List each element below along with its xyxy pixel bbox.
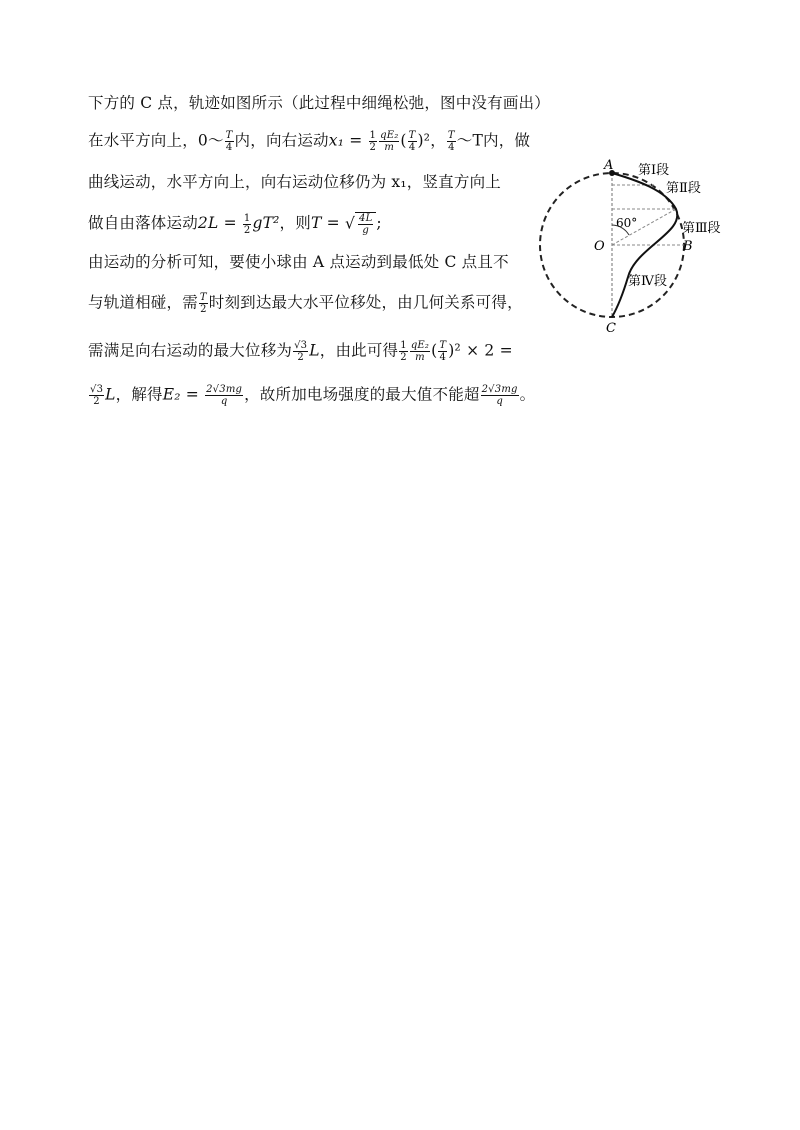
fraction-one-half: $\frac{1}{2}$: [369, 130, 377, 153]
fraction-one-half: $\frac{1}{2}$: [400, 340, 407, 363]
fraction-sqrt3-over-2: $\frac{√3}{2}$: [294, 340, 308, 363]
label-O: O: [594, 239, 605, 254]
text-line-2: 在水平方向上，0～ $\frac{T}{4}$ 内，向右运动x₁ = $\frac{1}{2}$ $\frac{\text{qE₂}}{m}$ ( $\frac{T}{4}$ )²， $\frac{T}{4}$ ～T内，做: [88, 130, 531, 153]
fraction-one-half: $\frac{1}{2}$: [243, 212, 251, 236]
text-line-7: 需满足向右运动的最大位移为 $\frac{√3}{2}$ L，由此可得 $\frac{1}{2}$ $\frac{\text{qE₂}}{m}$ ( $\frac{T}{4}$ )² × 2 =: [88, 340, 513, 363]
label-segment-1: 第Ⅰ段: [638, 163, 670, 178]
fraction-T-over-2: $\frac{T}{2}$: [199, 292, 207, 315]
trajectory-diagram: [536, 152, 736, 342]
text-line-8: $\frac{√3}{2}$ L，解得E₂ = $\frac{2√3mg}{q}$ ，故所加电场强度的最大值不能超 $\frac{2√3mg}{q}$ 。: [90, 384, 536, 407]
label-segment-3: 第Ⅲ段: [682, 221, 721, 236]
fraction-2sqrt3mg-over-q: $\frac{2√3mg}{q}$: [481, 384, 518, 407]
fraction-sqrt3-over-2: $\frac{√3}{2}$: [90, 384, 104, 407]
label-A: A: [604, 158, 614, 173]
text-line-4: 做自由落体运动2L = $\frac{1}{2}$ gT²，则T = √ $\frac{4L}{g}$ ;: [88, 212, 382, 236]
fraction-qE2-over-m: $\frac{\text{qE₂}}{m}$: [410, 340, 430, 363]
fraction-T-over-4: $\frac{T}{4}$: [225, 130, 233, 153]
text-line-6: 与轨道相碰，需 $\frac{T}{2}$ 时刻到达最大水平位移处，由几何关系可得，: [88, 292, 523, 315]
fraction-qE2-over-m: $\frac{\text{qE₂}}{m}$: [380, 130, 399, 153]
label-C: C: [606, 321, 616, 336]
fraction-T-over-4: $\frac{T}{4}$: [447, 130, 455, 153]
label-angle: 60°: [616, 216, 638, 230]
square-root: √ $\frac{4L}{g}$: [345, 212, 376, 236]
label-segment-4: 第Ⅳ段: [628, 274, 667, 289]
text-line-3: 曲线运动，水平方向上，向右运动位移仍为 x₁，竖直方向上: [88, 173, 501, 191]
fraction-4L-over-g: $\frac{4L}{g}$: [359, 213, 373, 236]
label-B: B: [683, 239, 693, 254]
text-line-5: 由运动的分析可知，要使小球由 A 点运动到最低处 C 点且不: [88, 253, 509, 271]
fraction-T-over-4: $\frac{T}{4}$: [439, 340, 447, 363]
text-line-1: 下方的 C 点，轨迹如图所示（此过程中细绳松弛，图中没有画出）: [88, 94, 550, 112]
fraction-2sqrt3mg-over-q: $\frac{2√3mg}{q}$: [206, 384, 243, 407]
fraction-T-over-4: $\frac{T}{4}$: [408, 130, 416, 153]
label-segment-2: 第Ⅱ段: [666, 181, 701, 196]
